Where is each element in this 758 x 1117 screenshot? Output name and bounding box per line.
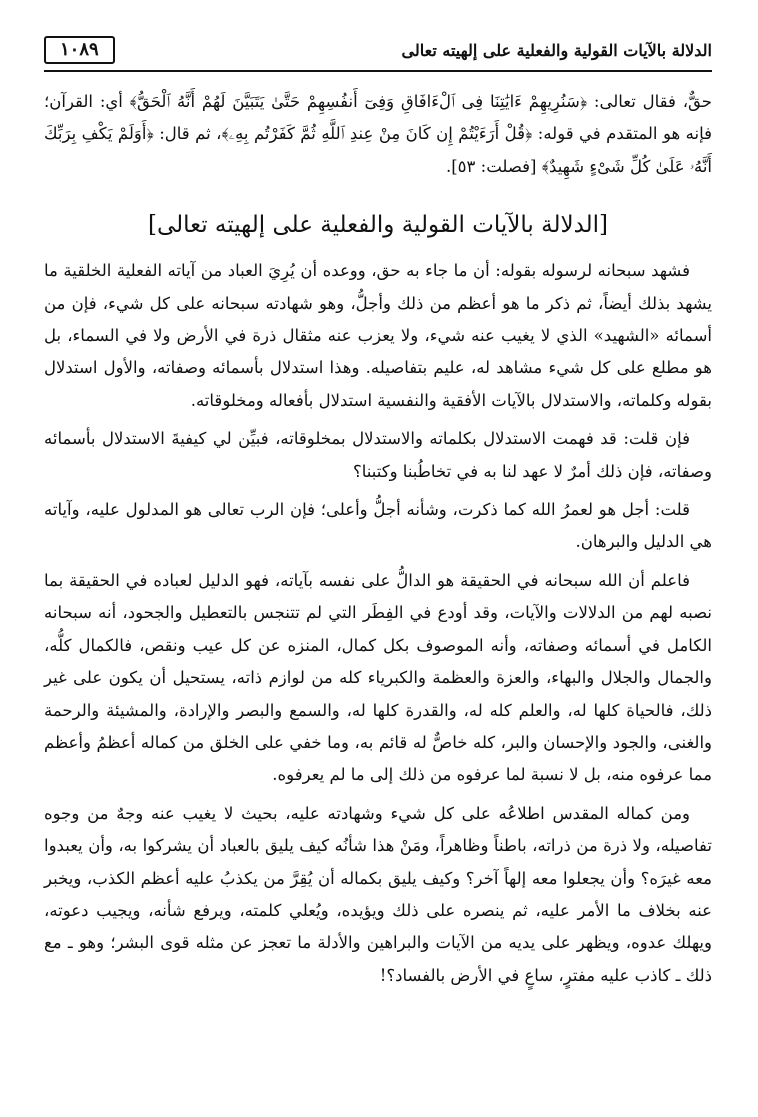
paragraph: ومن كماله المقدس اطلاعُه على كل شيء وشهادته عليه، بحيث لا يغيب عنه وجهٌ من وجوه تفاصيله، ولا ذرة من ذراته، باطناً وظاهراً، ومَنْ هذا شأنُه كيف يليق بالعباد أن يشركوا به، وأن يعبدوا معه غيرَه؟ وأن يجعلوا معه إلهاً آخر؟ وكيف يليق بكماله أن يُقِرَّ من يكذبُ عليه أعظم الكذب، ويخبر عنه بخلاف ما الأمر عليه، ثم ينصره على ذلك ويؤيده، ويُعلي كلمته، ويرفع شأنه، ويجيب دعوته، ويهلك عدوه، ويظهر على يديه من الآيات والبراهين والأدلة ما تعجز عن مثله قوى البشر؛ وهو ـ مع ذلك ـ كاذب عليه مفترٍ، ساعٍ في الأرض بالفساد؟!: [44, 803, 712, 985]
running-title: الدلالة بالآيات القولية والفعلية على إلهيته تعالى: [401, 40, 712, 60]
page-number: ١٠٨٩: [44, 36, 115, 64]
paragraph: فاعلم أن الله سبحانه في الحقيقة هو الدالُّ على نفسه بآياته، فهو الدليل لعباده في الحقيقة بما نصبه لهم من الدلالات والآيات، وقد أودع في الفِطَر التي لم تتنجس بالتعطيل والجحود، أنه سبحانه الكامل في أسمائه وصفاته، وأنه الموصوف بكل كمال، المنزه عن كل عيب ونقص، فالكمال كلُّه، والجمال والجلال والبهاء، والعزة والعظمة والكبرياء كله من لوازم ذاته، يستحيل أن يكون على غير ذلك، فالحياة كلها له، والعلم كله له، والقدرة كلها له، والسمع والبصر والإرادة، والمشيئة والرحمة والغنى، والجود والإحسان والبر، كله خاصٌّ له قائم به، وما خفي على الخلق من كماله أعظمُ وأعظم مما عرفوه منه، بل لا نسبة لما عرفوه من ذلك إلى ما لم يعرفوه.: [44, 570, 712, 785]
section-heading: [الدلالة بالآيات القولية والفعلية على إلهيته تعالى]: [147, 212, 609, 239]
paragraph: فشهد سبحانه لرسوله بقوله: أن ما جاء به حق، ووعده أن يُرِيَ العباد من آياته الفعلية الخلقية ما يشهد بذلك أيضاً، ثم ذكر ما هو أعظم من ذلك وأجلُّ، وهو شهادته سبحانه على كل شيء، فإن من أسمائه «الشهيد» الذي لا يغيب عنه شيء، ولا يعزب عنه مثقال ذرة في الأرض ولا في السماء، بل هو مطلع على كل شيء مشاهد له، عليم بتفاصيله. وهذا استدلال بأسمائه وصفاته، والأول استدلال بقوله وكلماته، والاستدلال بالآيات الأفقية والنفسية استدلال بأفعاله ومخلوقاته.: [44, 261, 712, 410]
paragraph: فإن قلت: قد فهمت الاستدلال بكلماته والاستدلال بمخلوقاته، فبيِّن لي كيفيةَ الاستدلال بأسمائه وصفاته، فإن ذلك أمرٌ لا عهد لنا به في تخاطُبنا وكتبنا؟: [44, 429, 712, 481]
paragraph: قلت: أجل هو لعمرُ الله كما ذكرت، وشأنه أجلُّ وأعلى؛ فإن الرب تعالى هو المدلول عليه، وآياته هي الدليل والبرهان.: [44, 500, 712, 552]
paragraph-continued: حقٌّ، فقال تعالى: ﴿سَنُرِيهِمْ ءَايَٰتِنَا فِى ٱلْءَافَاقِ وَفِىٓ أَنفُسِهِمْ حَتَّىٰ يَتَبَيَّنَ لَهُمْ أَنَّهُ ٱلْحَقُّ﴾ أي: القرآن؛ فإنه هو المتقدم في قوله: ﴿قُلْ أَرَءَيْتُمْ إِن كَانَ مِنْ عِندِ ٱللَّهِ ثُمَّ كَفَرْتُم بِهِۦ﴾، ثم قال: ﴿أَوَلَمْ يَكْفِ بِرَبِّكَ أَنَّهُۥ عَلَىٰ كُلِّ شَىْءٍ شَهِيدٌ﴾ [فصلت: ٥٣].: [44, 92, 712, 176]
page-header: [44, 30, 712, 72]
page-body: [44, 86, 712, 998]
